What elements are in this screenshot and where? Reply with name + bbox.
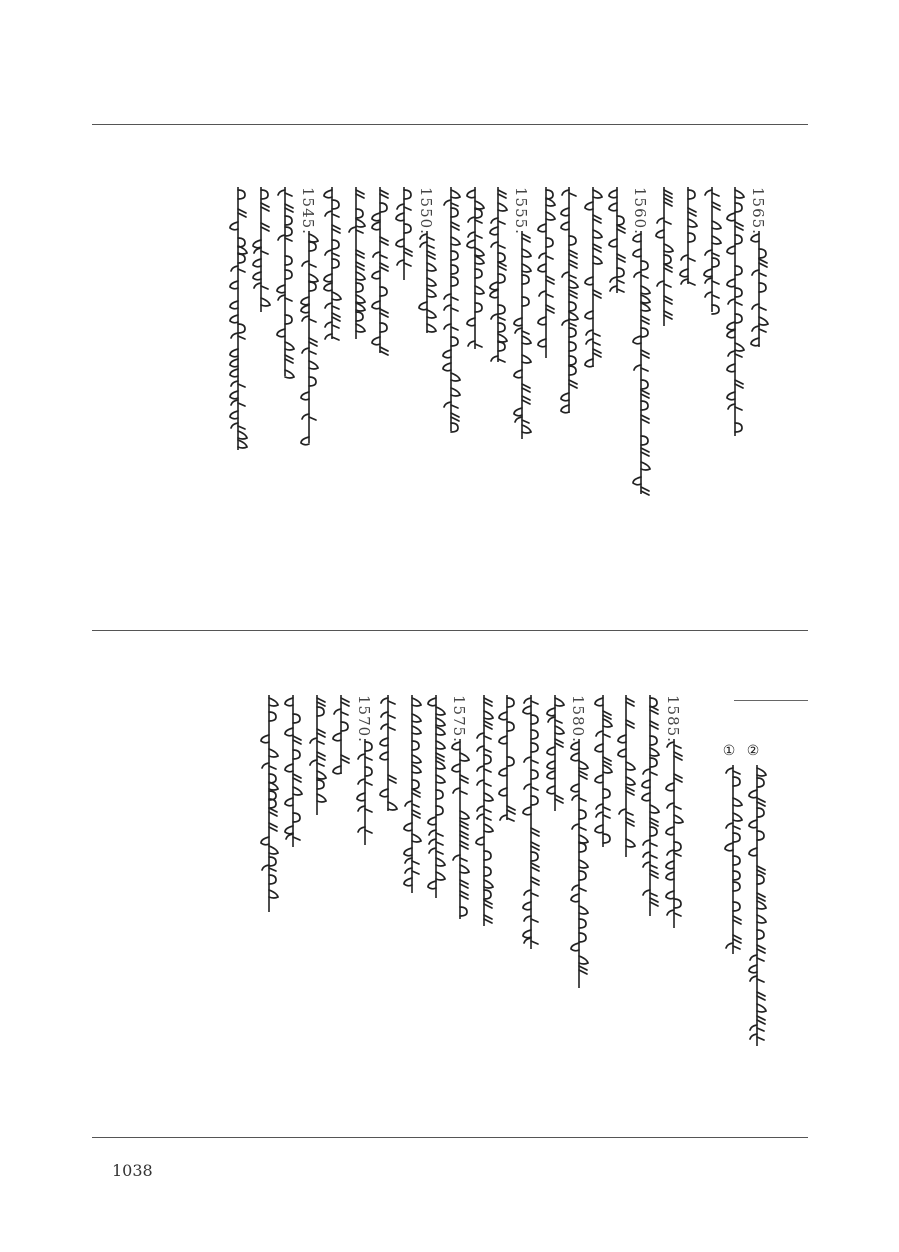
line-number: 1555. xyxy=(512,187,530,235)
text-column xyxy=(353,695,381,1125)
line-number: 1550. xyxy=(417,187,435,235)
text-column xyxy=(591,695,619,1125)
script-glyphs xyxy=(257,695,283,916)
text-column xyxy=(439,187,467,617)
text-column xyxy=(305,695,333,1125)
text-column xyxy=(368,187,396,617)
text-column xyxy=(344,187,372,617)
text-column xyxy=(297,187,325,617)
text-column xyxy=(329,695,357,1125)
footnote-marker: ② xyxy=(745,743,761,759)
text-column xyxy=(463,187,491,617)
text-column xyxy=(581,187,609,617)
script-glyphs xyxy=(721,765,747,958)
text-column xyxy=(745,743,773,1123)
text-column xyxy=(534,187,562,617)
line-number: 1565. xyxy=(749,187,767,235)
line-number: 1580. xyxy=(569,695,587,743)
text-column xyxy=(226,187,254,617)
bottom-rule xyxy=(92,1137,808,1138)
text-column xyxy=(424,695,452,1125)
text-column xyxy=(257,695,285,1125)
text-column xyxy=(281,695,309,1125)
bottom-text-panel xyxy=(92,631,808,1137)
text-column xyxy=(273,187,301,617)
text-column xyxy=(605,187,633,617)
text-column xyxy=(721,743,749,1123)
page-number: 1038 xyxy=(112,1161,153,1180)
text-column xyxy=(543,695,571,1125)
text-column xyxy=(747,187,775,617)
line-number: 1560. xyxy=(631,187,649,235)
script-glyphs xyxy=(226,187,252,454)
text-column xyxy=(676,187,704,617)
text-column xyxy=(662,695,690,1125)
text-column xyxy=(472,695,500,1125)
text-column xyxy=(392,187,420,617)
line-number: 1585. xyxy=(664,695,682,743)
line-number: 1570. xyxy=(355,695,373,743)
text-column xyxy=(510,187,538,617)
footnote-marker: ① xyxy=(721,743,737,759)
line-number: 1545. xyxy=(299,187,317,235)
text-column xyxy=(638,695,666,1125)
text-column xyxy=(519,695,547,1125)
text-column xyxy=(567,695,595,1125)
text-column xyxy=(448,695,476,1125)
text-column xyxy=(400,695,428,1125)
top-text-panel xyxy=(92,125,808,630)
text-column xyxy=(629,187,657,617)
line-number: 1575. xyxy=(450,695,468,743)
text-column xyxy=(700,187,728,617)
